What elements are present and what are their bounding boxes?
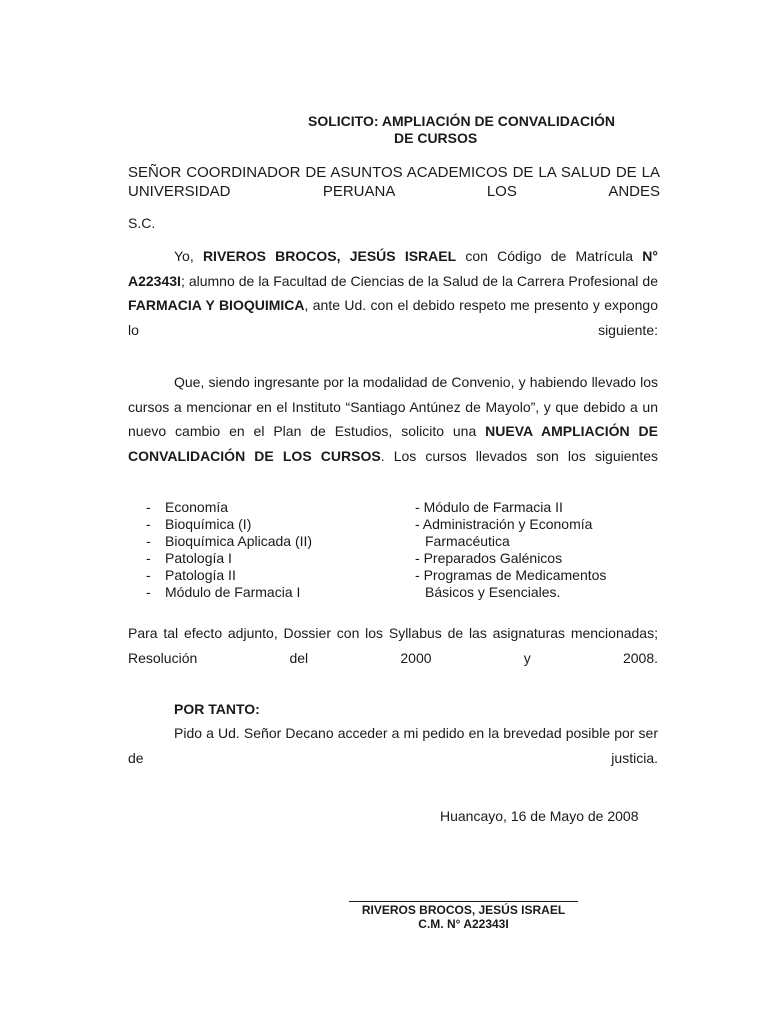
list-item <box>415 516 665 550</box>
course-name: Patología I <box>165 550 232 566</box>
student-code: N° A22343I <box>128 248 658 289</box>
intro-text-4: , ante Ud. con el debido respeto me presento y expongo lo siguiente: <box>128 297 658 338</box>
list-item <box>146 550 396 567</box>
list-dash: - <box>415 550 420 566</box>
list-dash: - <box>146 567 151 583</box>
list-dash: - <box>146 533 151 549</box>
course-name: Módulo de Farmacia II <box>423 499 563 515</box>
list-item <box>146 499 396 516</box>
intro-text-1: Yo, <box>174 248 203 264</box>
list-item <box>415 550 665 567</box>
intro-text-2: con Código de Matrícula <box>456 248 643 264</box>
course-name: Bioquímica (I) <box>165 516 252 532</box>
paragraph-request <box>128 370 658 468</box>
list-dash: - <box>146 516 151 532</box>
subject-line-2: DE CURSOS <box>394 130 478 146</box>
signature-line <box>349 901 578 902</box>
place-and-date: Huancayo, 16 de Mayo de 2008 <box>440 808 639 824</box>
course-name: Administración y Economía <box>422 516 593 532</box>
signature-code: C.M. N° A22343I <box>418 917 509 931</box>
list-dash: - <box>146 550 151 566</box>
course-name: Patología II <box>165 567 236 583</box>
course-name: Bioquímica Aplicada (II) <box>165 533 313 549</box>
course-name: Programas de Medicamentos <box>423 567 607 583</box>
course-name-continuation: Básicos y Esenciales. <box>425 584 561 600</box>
course-name: Economía <box>165 499 229 515</box>
course-list-left <box>146 499 396 601</box>
por-tanto-heading: POR TANTO: <box>174 701 260 717</box>
intro-text-3: ; alumno de la Facultad de Ciencias de la Salud de la Carrera Profesional de <box>180 272 658 289</box>
request-text-1: Que, siendo ingresante por la modalidad de Convenio, y habiendo llevado los cursos a mencionar en el Instituto “Santiago Antúnez de Mayolo”, y que debido a un nuevo cambio en el Plan de Estudios, solicito una <box>128 374 658 439</box>
request-text-2: . Los cursos llevados son los siguientes <box>380 447 658 464</box>
sc-abbreviation: S.C. <box>128 215 156 231</box>
paragraph-closing <box>128 721 658 770</box>
career-name: FARMACIA Y BIOQUIMICA <box>128 297 305 313</box>
signature-name: RIVEROS BROCOS, JESÚS ISRAEL <box>361 903 566 917</box>
closing-text: Pido a Ud. Señor Decano acceder a mi pedido en la brevedad posible por ser de justicia. <box>128 725 658 766</box>
list-item <box>415 499 665 516</box>
paragraph-introduction <box>128 244 658 342</box>
list-item <box>415 567 665 601</box>
subject-line <box>308 113 660 147</box>
list-dash: - <box>415 567 420 583</box>
list-item <box>146 567 396 584</box>
list-dash: - <box>415 516 420 532</box>
paragraph-attachments: Para tal efecto adjunto, Dossier con los Syllabus de las asignaturas mencionadas; Resolución del 2000 y 2008. <box>128 625 658 666</box>
subject-line-1: SOLICITO: AMPLIACIÓN DE CONVALIDACIÓN <box>308 113 615 129</box>
addressee: SEÑOR COORDINADOR DE ASUNTOS ACADEMICOS DE LA SALUD DE LA UNIVERSIDAD PERUANA LOS ANDES <box>128 164 660 200</box>
course-name: Preparados Galénicos <box>423 550 563 566</box>
list-item <box>146 516 396 533</box>
list-dash: - <box>146 499 151 515</box>
student-name: RIVEROS BROCOS, JESÚS ISRAEL <box>202 248 457 264</box>
list-dash: - <box>415 499 420 515</box>
course-name-continuation: Farmacéutica <box>425 533 510 549</box>
request-emphasis: NUEVA AMPLIACIÓN DE CONVALIDACIÓN DE LOS CURSOS <box>128 423 658 464</box>
course-list-right <box>415 499 665 601</box>
list-item <box>146 533 396 550</box>
list-item <box>146 584 396 601</box>
list-dash: - <box>146 584 151 600</box>
course-name: Módulo de Farmacia I <box>165 584 301 600</box>
